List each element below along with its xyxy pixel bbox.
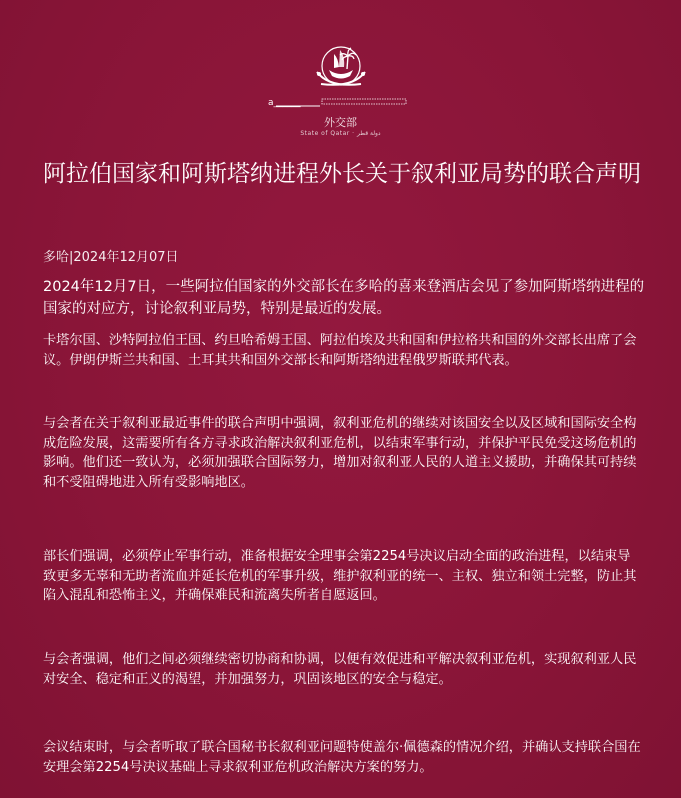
header-emblem — [0, 36, 681, 104]
ministry-name: 外交部 — [324, 116, 357, 129]
article-paragraph: 部长们强调，必须停止军事行动，准备根据安全理事会第2254号决议启动全面的政治进程，以结束导致更多无辜和无助者流血并延长危机的军事升级，维护叙利亚的统一、主权、独立和领土完整，防止其陷入混乱和恐怖主义，并确保难民和流离失所者自愿返回。 — [43, 549, 637, 603]
qatar-emblem-icon — [309, 36, 373, 100]
ministry-line-label: a______ — [268, 98, 301, 108]
article-paragraph: 卡塔尔国、沙特阿拉伯王国、约旦哈希姆王国、阿拉伯埃及共和国和伊拉格共和国的外交部长出席了会议。伊朗伊斯兰共和国、土耳其共和国外交部长和阿斯塔纳进程俄罗斯联邦代表。 — [43, 333, 637, 368]
article-paragraph: 会议结束时，与会者听取了联合国秘书长叙利亚问题特使盖尔·佩德森的情况介绍，并确认支持联合国在安理会第2254号决议基础上寻求叙利亚危机政治解决方案的努力。 — [43, 740, 641, 775]
ministry-subtitle: State of Qatar · دولة قطر — [300, 130, 381, 137]
ministry-wordmark-line — [268, 96, 410, 108]
article-meta: 多哈|2024年12月07日 — [43, 250, 179, 265]
article-title: 阿拉伯国家和阿斯塔纳进程外长关于叙利亚局势的联合声明 — [43, 161, 641, 187]
article-paragraph: 与会者强调，他们之间必须继续密切协商和协调，以便有效促进和平解决叙利亚危机，实现叙利亚人民对安全、稳定和正义的渴望，并加强努力，巩固该地区的安全与稳定。 — [43, 652, 637, 687]
article-paragraph: 与会者在关于叙利亚最近事件的联合声明中强调，叙利亚危机的继续对该国安全以及区域和国际安全构成危险发展，这需要所有各方寻求政治解决叙利亚危机，以结束军事行动，并保护平民免受这场危机的影响。他们还一致认为，必须加强联合国际努力，增加对叙利亚人民的人道主义援助，并确保其可持续和不受阻碍地进入所有受影响地区。 — [43, 416, 637, 490]
article-lead-paragraph: 2024年12月7日，一些阿拉伯国家的外交部长在多哈的喜来登酒店会见了参加阿斯塔纳进程的国家的对应方，讨论叙利亚局势，特别是最近的发展。 — [43, 279, 645, 317]
